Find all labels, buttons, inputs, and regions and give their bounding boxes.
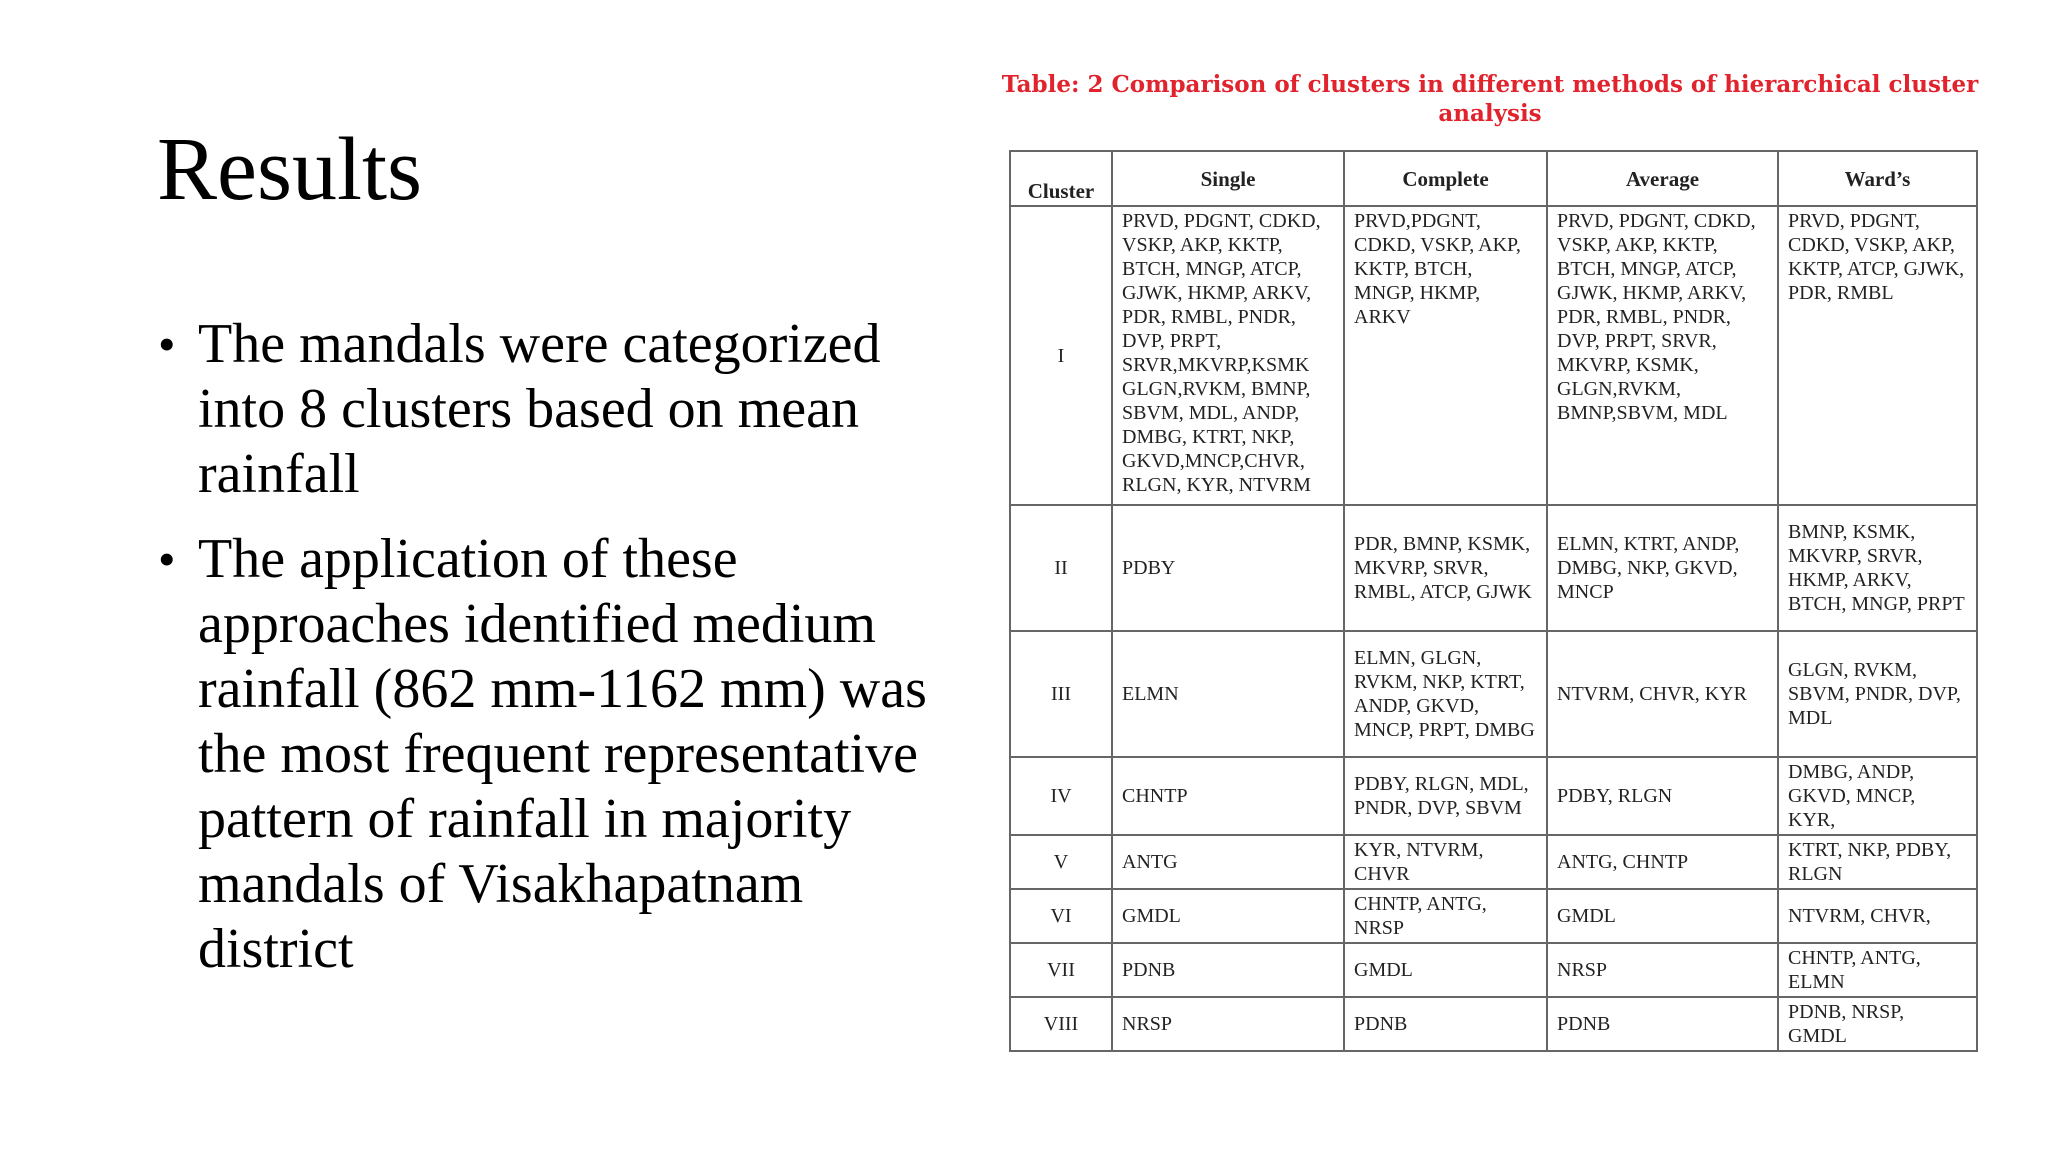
cluster-id: VIII xyxy=(1010,997,1112,1051)
cell-complete: PRVD,PDGNT, CDKD, VSKP, AKP, KKTP, BTCH, MNGP, HKMP, ARKV xyxy=(1344,206,1547,505)
cell-single: ANTG xyxy=(1112,835,1344,889)
table-row xyxy=(1010,943,1977,997)
cell-wards: PRVD, PDGNT, CDKD, VSKP, AKP, KKTP, ATCP, GJWK, PDR, RMBL xyxy=(1778,206,1977,505)
cell-single: ELMN xyxy=(1112,631,1344,757)
table-row xyxy=(1010,835,1977,889)
cell-wards: NTVRM, CHVR, xyxy=(1778,889,1977,943)
table-row xyxy=(1010,631,1977,757)
header-cluster: Cluster xyxy=(1010,151,1112,206)
cluster-id: III xyxy=(1010,631,1112,757)
bullet-text: The mandals were categorized into 8 clusters based on mean rainfall xyxy=(198,313,881,505)
table-row xyxy=(1010,889,1977,943)
slide-title: Results xyxy=(157,120,423,219)
cluster-id: V xyxy=(1010,835,1112,889)
table-row xyxy=(1010,206,1977,505)
bullet-item xyxy=(158,527,958,982)
cell-complete: PDNB xyxy=(1344,997,1547,1051)
bullet-glyph: • xyxy=(158,316,176,372)
cell-average: NRSP xyxy=(1547,943,1778,997)
cell-average: ELMN, KTRT, ANDP, DMBG, NKP, GKVD, MNCP xyxy=(1547,505,1778,631)
cell-single: PDBY xyxy=(1112,505,1344,631)
cell-complete: CHNTP, ANTG, NRSP xyxy=(1344,889,1547,943)
cell-average: PRVD, PDGNT, CDKD, VSKP, AKP, KKTP, BTCH, MNGP, ATCP, GJWK, HKMP, ARKV, PDR, RMBL, PNDR, DVP, PRPT, SRVR, MKVRP, KSMK, GLGN,RVKM, BMNP,SBVM, MDL xyxy=(1547,206,1778,505)
cell-single: PDNB xyxy=(1112,943,1344,997)
cluster-id: VII xyxy=(1010,943,1112,997)
table-caption: Table: 2 Comparison of clusters in different methods of hierarchical cluster analysis xyxy=(1001,71,1979,127)
cell-wards: BMNP, KSMK, MKVRP, SRVR, HKMP, ARKV, BTCH, MNGP, PRPT xyxy=(1778,505,1977,631)
cell-complete: ELMN, GLGN, RVKM, NKP, KTRT, ANDP, GKVD, MNCP, PRPT, DMBG xyxy=(1344,631,1547,757)
cell-wards: KTRT, NKP, PDBY, RLGN xyxy=(1778,835,1977,889)
cell-single: NRSP xyxy=(1112,997,1344,1051)
cell-average: GMDL xyxy=(1547,889,1778,943)
table-row xyxy=(1010,505,1977,631)
cell-complete: PDR, BMNP, KSMK, MKVRP, SRVR, RMBL, ATCP, GJWK xyxy=(1344,505,1547,631)
cell-wards: DMBG, ANDP, GKVD, MNCP, KYR, xyxy=(1778,757,1977,835)
bullet-text: The application of these approaches identified medium rainfall (862 mm-1162 mm) was the most frequent representative pattern of rainfall in majority mandals of Visakhapatnam district xyxy=(198,528,927,980)
cluster-id: VI xyxy=(1010,889,1112,943)
cell-complete: GMDL xyxy=(1344,943,1547,997)
bullet-glyph: • xyxy=(158,531,176,587)
table-header-row xyxy=(1010,151,1977,206)
bullet-list xyxy=(158,312,958,1002)
bullet-item xyxy=(158,312,958,507)
cell-single: GMDL xyxy=(1112,889,1344,943)
cell-average: NTVRM, CHVR, KYR xyxy=(1547,631,1778,757)
table-row xyxy=(1010,757,1977,835)
cluster-comparison-table xyxy=(1009,150,1978,1052)
header-complete: Complete xyxy=(1344,151,1547,206)
cell-wards: GLGN, RVKM, SBVM, PNDR, DVP, MDL xyxy=(1778,631,1977,757)
header-single: Single xyxy=(1112,151,1344,206)
cell-average: PDNB xyxy=(1547,997,1778,1051)
table-row xyxy=(1010,997,1977,1051)
cell-complete: KYR, NTVRM, CHVR xyxy=(1344,835,1547,889)
cluster-id: II xyxy=(1010,505,1112,631)
cluster-id: I xyxy=(1010,206,1112,505)
cluster-id: IV xyxy=(1010,757,1112,835)
cell-average: ANTG, CHNTP xyxy=(1547,835,1778,889)
header-average: Average xyxy=(1547,151,1778,206)
cell-average: PDBY, RLGN xyxy=(1547,757,1778,835)
cell-complete: PDBY, RLGN, MDL, PNDR, DVP, SBVM xyxy=(1344,757,1547,835)
cell-wards: CHNTP, ANTG, ELMN xyxy=(1778,943,1977,997)
header-wards: Ward’s xyxy=(1778,151,1977,206)
cell-wards: PDNB, NRSP, GMDL xyxy=(1778,997,1977,1051)
cell-single: PRVD, PDGNT, CDKD, VSKP, AKP, KKTP, BTCH, MNGP, ATCP, GJWK, HKMP, ARKV, PDR, RMBL, PNDR, DVP, PRPT, SRVR,MKVRP,KSMK GLGN,RVKM, BMNP, SBVM, MDL, ANDP, DMBG, KTRT, NKP, GKVD,MNCP,CHVR, RLGN, KYR, NTVRM xyxy=(1112,206,1344,505)
cell-single: CHNTP xyxy=(1112,757,1344,835)
